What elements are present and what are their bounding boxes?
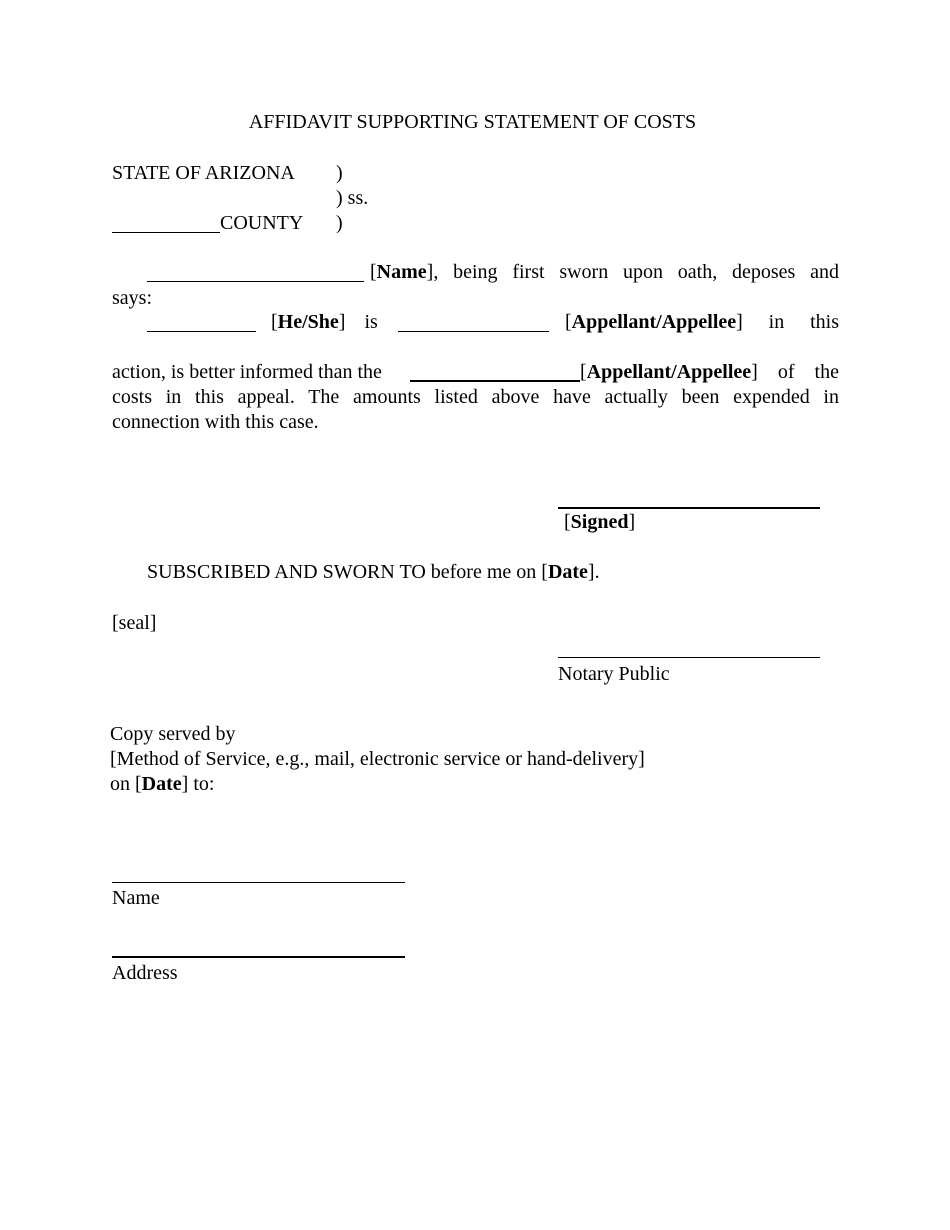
subscribed-end: ]. [587,561,600,583]
he-she-blank[interactable] [147,331,256,332]
seal-label: [seal] [112,612,157,634]
appellant-placeholder-2: Appellant/Appellee [586,361,752,383]
bracket: [ [580,361,587,383]
service-date-placeholder: Date [141,773,182,795]
document-title: AFFIDAVIT SUPPORTING STATEMENT OF COSTS [248,111,697,133]
venue-ss: ) ss. [336,187,369,209]
he-she-placeholder: He/She [277,311,339,333]
bracket: [ [271,311,278,333]
para2-line5: connection with this case. [112,411,319,433]
para1-line1 [370,260,839,285]
of-the-text: ] of the [751,361,839,383]
role-blank[interactable] [398,331,549,332]
name-placeholder: Name [376,261,427,283]
service-line-1: Copy served by [110,723,236,745]
recipient-name-label: Name [112,887,160,909]
recipient-address-label: Address [112,962,178,984]
service-to: ] to: [181,773,215,795]
recipient-name-line[interactable] [112,882,405,883]
bracket: ] [628,511,636,533]
subscribed-statement [147,560,600,585]
para1-rest: ], being first sworn upon oath, deposes and [426,261,839,283]
para2-line4: costs in this appeal. The amounts listed above have actually been expended in [112,386,839,408]
party-blank[interactable] [410,380,580,382]
recipient-address-line[interactable] [112,956,405,958]
he-she-segment [271,310,378,335]
service-date-line [110,772,214,797]
venue-paren-1: ) [336,162,343,184]
service-method: [Method of Service, e.g., mail, electronic service or hand-delivery] [110,748,645,770]
subscribed-text: SUBSCRIBED AND SWORN TO before me on [ [147,561,548,583]
para1-says: says: [112,287,152,309]
venue-county: COUNTY [220,212,304,234]
appellant-segment-1 [565,310,839,335]
notary-label: Notary Public [558,663,670,685]
bracket: [ [565,311,572,333]
bracket: [ [370,261,377,283]
notary-signature-line[interactable] [558,657,820,658]
signed-label [564,510,635,535]
venue-paren-3: ) [336,212,343,234]
name-blank[interactable] [147,281,364,282]
is-text: ] is [338,311,378,333]
county-blank[interactable] [112,232,220,233]
subscribed-date-placeholder: Date [547,561,588,583]
appellant-segment-2 [580,360,839,385]
service-on: on [ [110,773,142,795]
para2-line3-start: action, is better informed than the [112,361,382,383]
bracket: [ [564,511,571,533]
signature-line[interactable] [558,507,820,509]
signed-placeholder: Signed [570,511,629,533]
venue-state: STATE OF ARIZONA [112,162,295,184]
in-this-text: ] in this [736,311,839,333]
appellant-placeholder-1: Appellant/Appellee [571,311,737,333]
